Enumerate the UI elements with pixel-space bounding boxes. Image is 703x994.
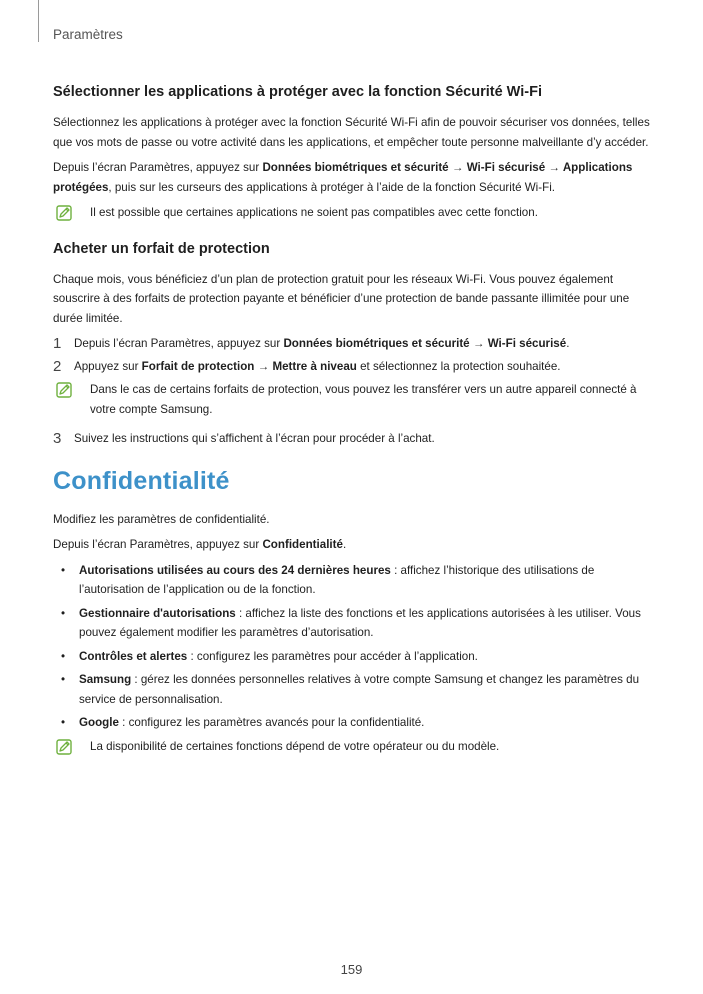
list-item	[53, 713, 653, 733]
step-2-text	[74, 357, 561, 377]
wifi-path-prefix: Depuis l’écran Paramètres, appuyez sur	[53, 161, 263, 174]
bullet-dot: •	[61, 716, 66, 729]
page-content	[53, 84, 653, 766]
privacy-note-text: La disponibilité de certaines fonctions dépend de votre opérateur ou du modèle.	[90, 739, 500, 753]
list-item-term: Contrôles et alertes	[79, 649, 188, 663]
wifi-note	[53, 203, 653, 223]
bullet-dot: •	[61, 606, 66, 620]
list-item-term: Autorisations utilisées au cours des 24 dernières heures	[79, 563, 391, 577]
list-item-desc: : configurez les paramètres avancés pour la confidentialité.	[118, 716, 425, 729]
wifi-path-bold-2: Wi-Fi sécurisé	[466, 161, 546, 174]
list-item-desc: : affichez la liste des fonctions et les applications autorisées à les utiliser. Vous pouvez également modifier les paramètres d’autorisation.	[79, 606, 641, 639]
list-item-term: Gestionnaire d'autorisations	[79, 606, 236, 620]
bullet-dot: •	[61, 563, 66, 577]
wifi-note-text: Il est possible que certaines applications ne soient pas compatibles avec cette fonction.	[90, 206, 538, 219]
privacy-note	[53, 737, 653, 757]
wifi-section-heading: Sélectionner les applications à protéger avec la fonction Sécurité Wi-Fi	[53, 84, 542, 100]
step-1	[53, 334, 653, 354]
step-2-prefix: Appuyez sur	[74, 359, 142, 373]
privacy-options-list	[53, 561, 653, 733]
wifi-path-bold-1: Données biométriques et sécurité	[262, 161, 449, 174]
step-2-bold-2: Mettre à niveau	[272, 359, 357, 373]
step-1-number: 1	[53, 335, 62, 352]
plan-intro: Chaque mois, vous bénéficiez d’un plan de protection gratuit pour les réseaux Wi-Fi. Vous pouvez également souscrire à des forfaits de protection payante et bénéficier d’une protection de bande passante illimitée pour une durée limitée.	[53, 272, 630, 325]
privacy-section-title: Confidentialité	[53, 466, 230, 495]
bullet-dot: •	[61, 649, 66, 663]
wifi-path	[53, 158, 653, 197]
note-pencil-icon	[56, 739, 72, 755]
plan-section-heading: Acheter un forfait de protection	[53, 240, 270, 257]
privacy-intro: Modifiez les paramètres de confidentialité.	[53, 512, 270, 526]
privacy-path	[53, 535, 653, 555]
running-header: Paramètres	[53, 27, 123, 42]
page-number: 159	[340, 962, 363, 977]
privacy-path-bold: Confidentialité	[262, 538, 343, 551]
step-2-bold-1: Forfait de protection	[141, 359, 255, 373]
note-pencil-icon	[56, 382, 72, 398]
step-2-note	[53, 380, 653, 419]
step-3-text: Suivez les instructions qui s’affichent à l’écran pour procéder à l’achat.	[74, 432, 435, 445]
step-1-arrow: →	[469, 337, 488, 350]
list-item	[53, 561, 653, 600]
step-2-number: 2	[53, 357, 62, 375]
wifi-path-bold-3: Applications protégées	[53, 161, 633, 194]
privacy-path-suffix: .	[342, 538, 347, 551]
wifi-path-arrow-2: →	[545, 161, 563, 174]
step-3	[53, 429, 653, 449]
wifi-path-suffix: , puis sur les curseurs des applications à protéger à l’aide de la fonction Sécurité Wi-Fi.	[108, 180, 555, 194]
privacy-path-prefix: Depuis l’écran Paramètres, appuyez sur	[53, 538, 263, 551]
step-1-bold-1: Données biométriques et sécurité	[283, 337, 470, 350]
step-2-arrow: →	[254, 359, 273, 373]
list-item	[53, 604, 653, 643]
list-item-term: Samsung	[79, 673, 132, 686]
step-2-suffix: et sélectionnez la protection souhaitée.	[356, 359, 561, 373]
list-item-desc: : configurez les paramètres pour accéder à l’application.	[187, 649, 478, 663]
step-2-note-text: Dans le cas de certains forfaits de protection, vous pouvez les transférer vers un autre appareil connecté à votre compte Samsung.	[90, 383, 637, 416]
list-item	[53, 647, 653, 667]
step-1-text	[74, 334, 569, 354]
bullet-dot: •	[61, 673, 66, 686]
wifi-path-arrow-1: →	[448, 161, 467, 174]
step-1-bold-2: Wi-Fi sécurisé	[487, 337, 567, 350]
step-1-suffix: .	[566, 337, 570, 350]
list-item-desc: : affichez l’historique des utilisations de l’autorisation de l’application ou de la fonction.	[79, 563, 595, 596]
step-2	[53, 357, 653, 377]
list-item-term: Google	[79, 716, 119, 729]
list-item-desc: : gérez les données personnelles relatives à votre compte Samsung et changez les paramètres du service de personnalisation.	[79, 673, 640, 706]
step-1-prefix: Depuis l’écran Paramètres, appuyez sur	[74, 337, 284, 350]
header-rule	[38, 0, 39, 42]
list-item	[53, 670, 653, 709]
wifi-intro: Sélectionnez les applications à protéger avec la fonction Sécurité Wi-Fi afin de pouvoir sécuriser vos données, telles que vos mots de passe ou votre activité dans les applications, et empêcher toute personne malveillante d’y accéder.	[53, 116, 650, 149]
step-3-number: 3	[53, 430, 62, 447]
note-pencil-icon	[56, 205, 72, 221]
